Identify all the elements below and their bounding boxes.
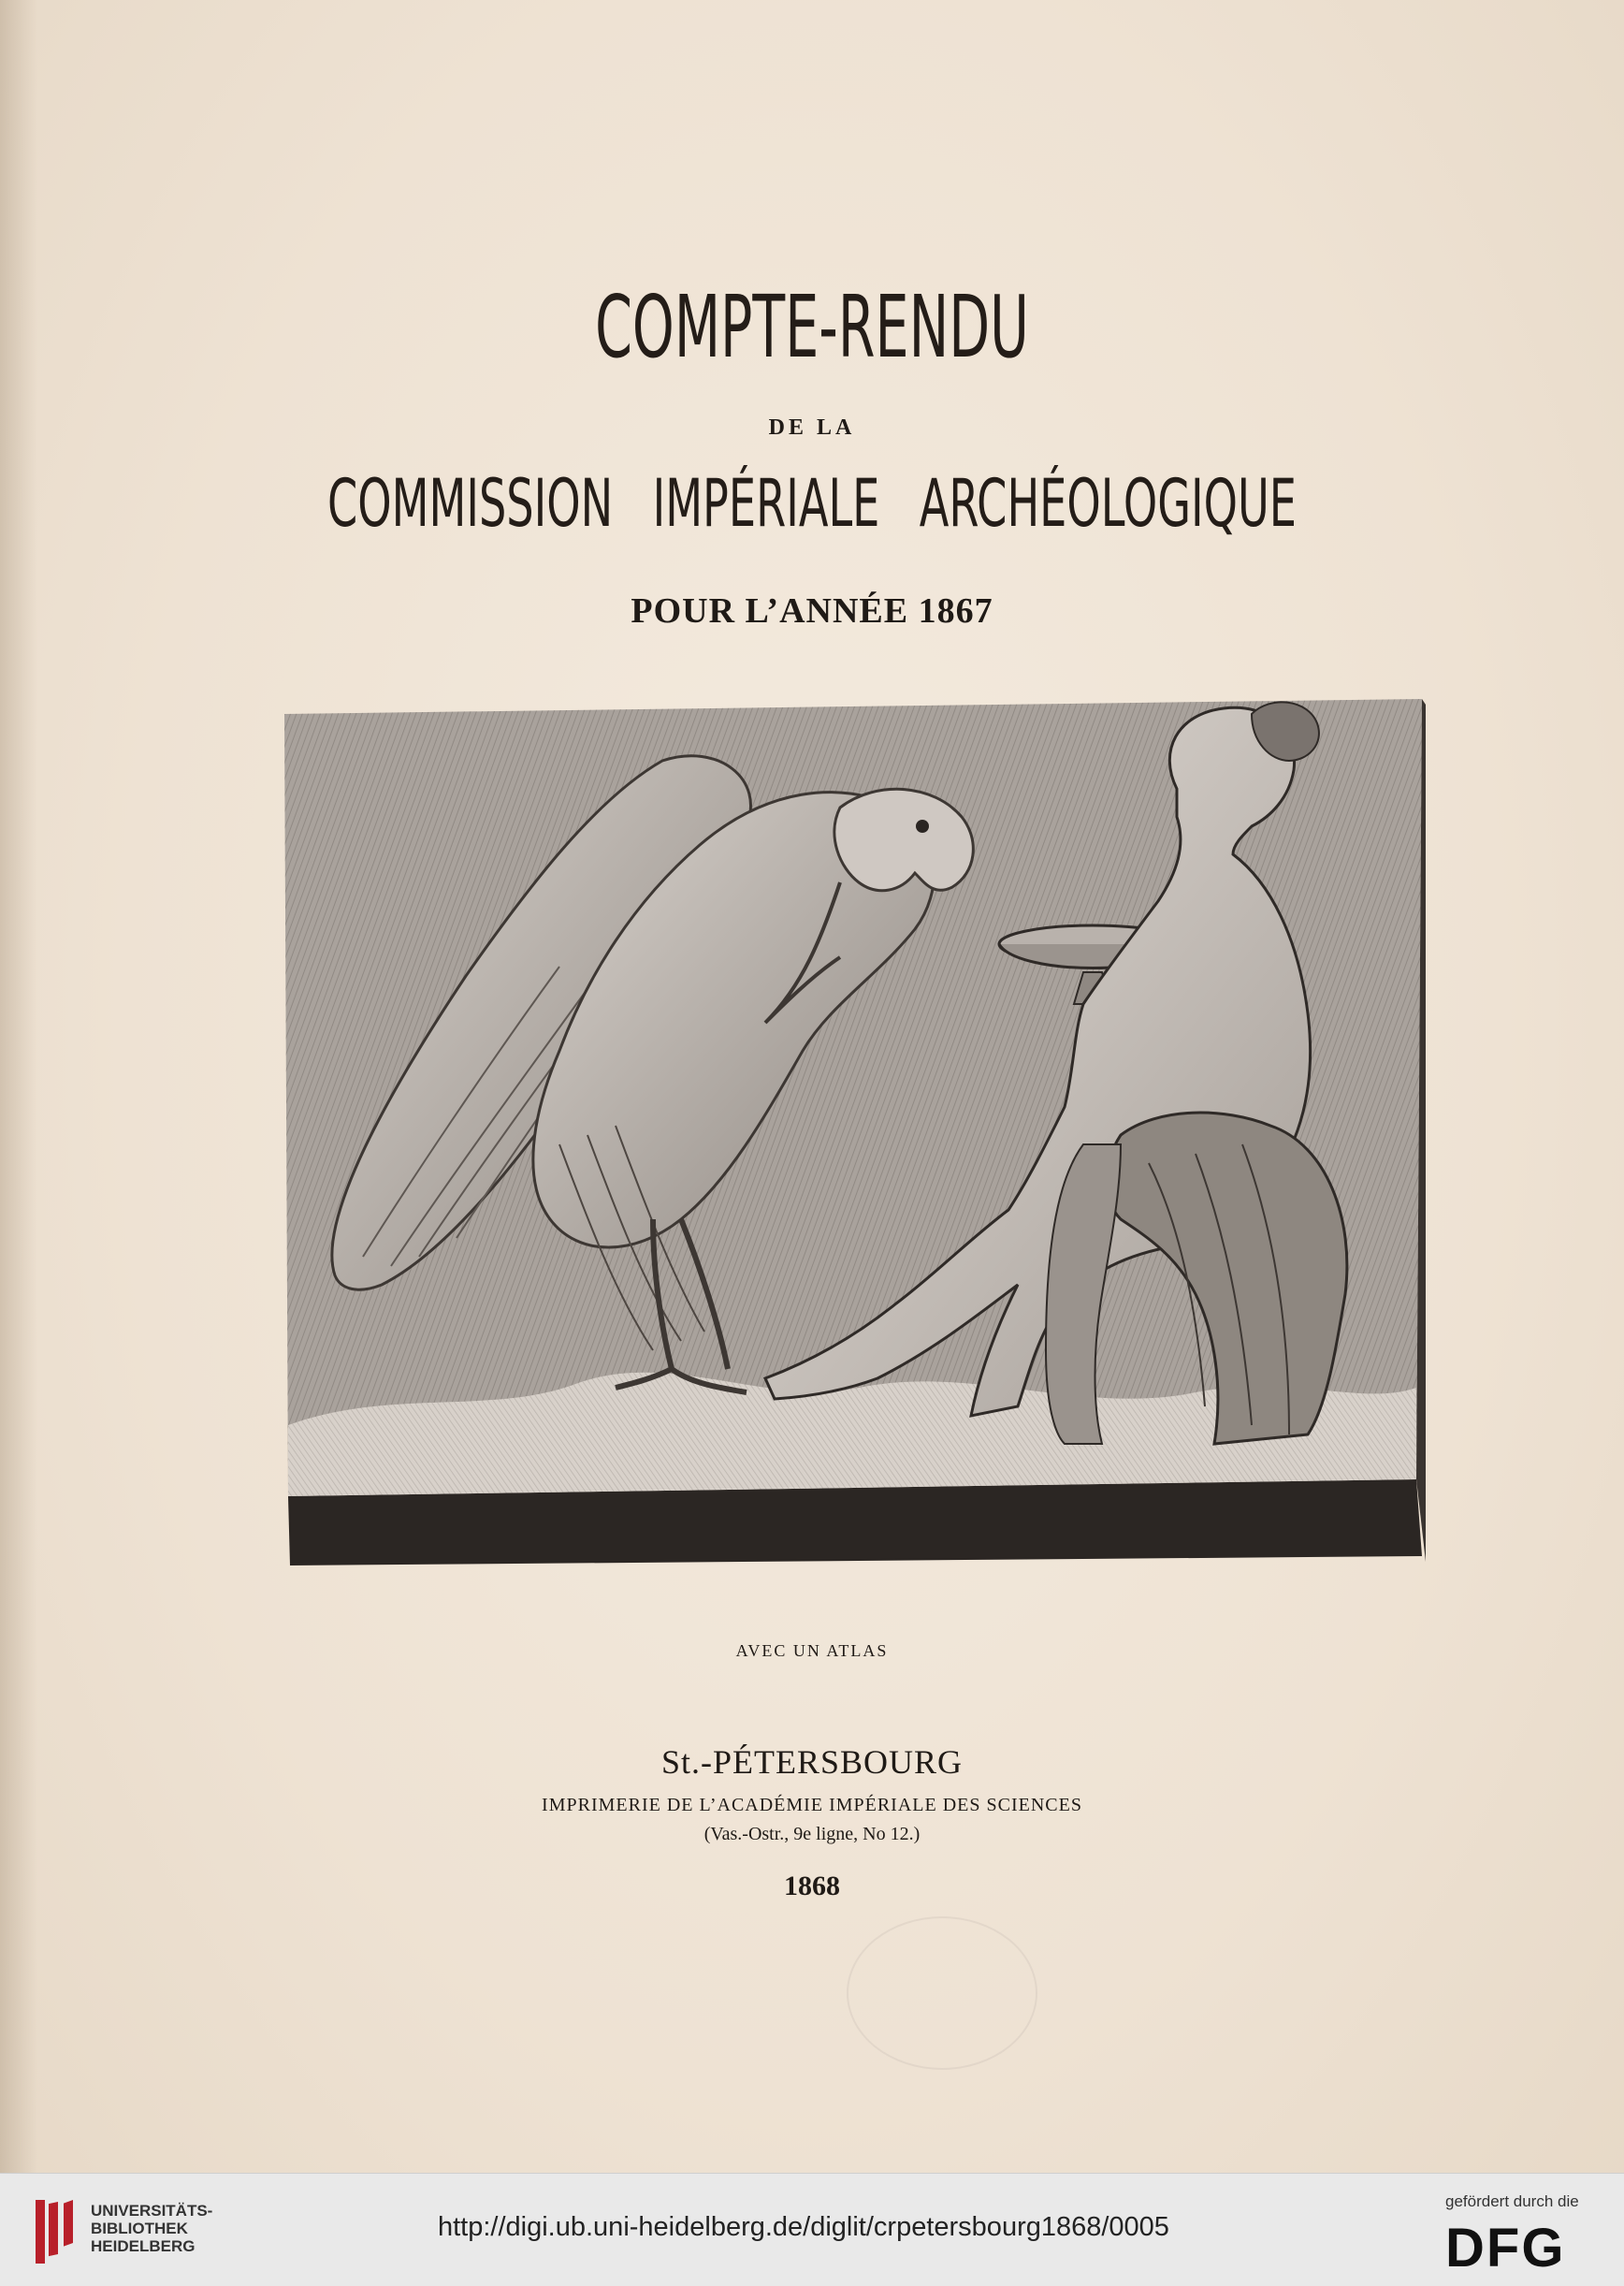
dfg-logo: DFG <box>1445 2218 1566 2279</box>
imprint-printer: IMPRIMERIE DE L’ACADÉMIE IMPÉRIALE DES SCIENCES <box>542 1795 1082 1815</box>
funded-by-label: gefördert durch die <box>1445 2192 1579 2210</box>
imprint-city: St.-PÉTERSBOURG <box>660 1743 964 1781</box>
imprint-address: (Vas.-Ostr., 9e ligne, No 12.) <box>703 1824 921 1844</box>
permalink-url[interactable]: http://digi.ub.uni-heidelberg.de/diglit/crpetersbourg1868/0005 <box>438 2212 1169 2242</box>
title-commission: COMMISSION IMPÉRIALE ARCHÉOLOGIQUE <box>326 465 1297 542</box>
title-year-line: POUR L’ANNÉE 1867 <box>631 591 993 631</box>
university-library-logo-icon <box>32 2194 84 2269</box>
publication-year: 1868 <box>784 1871 840 1901</box>
title-main: COMPTE-RENDU <box>595 277 1029 377</box>
digitization-footer <box>0 2173 1624 2286</box>
library-name <box>91 2202 212 2255</box>
atlas-note: AVEC UN ATLAS <box>735 1641 889 1660</box>
relief-illustration <box>279 695 1426 1565</box>
library-stamp <box>847 1916 1037 2070</box>
title-connector: DE LA <box>768 415 856 440</box>
library-name-line1: UNIVERSITÄTS- <box>91 2202 213 2220</box>
relief-eagle-and-woman-icon <box>279 695 1426 1565</box>
page-shadow <box>0 0 37 2173</box>
library-name-line2: BIBLIOTHEK <box>91 2220 188 2237</box>
library-name-line3: HEIDELBERG <box>91 2237 196 2255</box>
